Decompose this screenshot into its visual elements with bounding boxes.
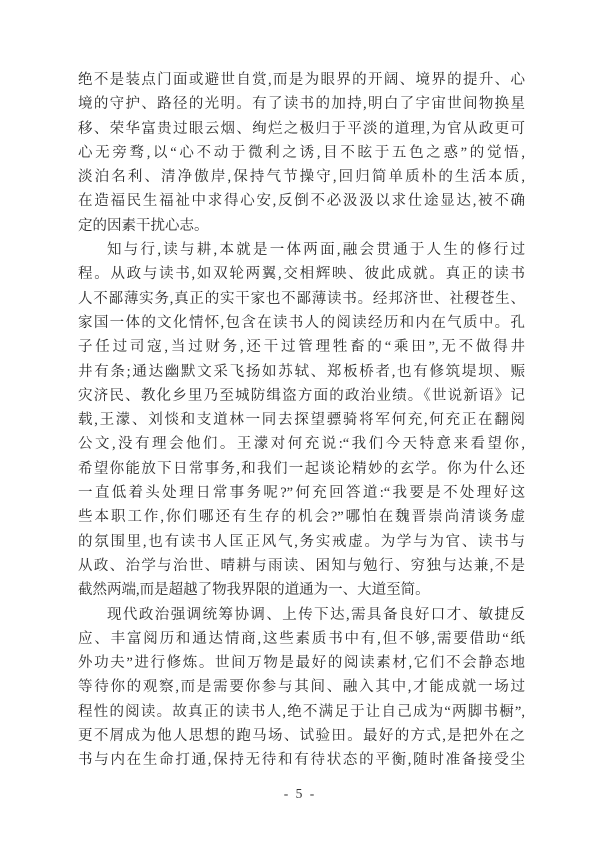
text-line: 程性的阅读。故真正的读书人,绝不满足于让自己成为“两脚书橱”, (78, 703, 525, 720)
text-line: 更不屑成为他人思想的跑马场、试验田。最好的方式,是把外在之 (78, 728, 525, 745)
text-line: 定的因素干扰心志。 (78, 217, 209, 234)
text-line: 希望你能放下日常事务,和我们一起谈论精妙的玄学。你为什么还 (78, 460, 525, 477)
text-line: 在造福民生福祉中求得心安,反倒不必汲汲以求仕途显达,被不确 (78, 193, 525, 210)
text-line: 从政、治学与治世、晴耕与雨读、困知与勉行、穷独与达兼,不是 (78, 557, 525, 574)
text-line: 家国一体的文化情怀,包含在读书人的阅读经历和内在气质中。孔 (78, 314, 525, 331)
text-line: 心无旁骛,以“心不动于微利之诱,目不眩于五色之惑”的觉悟, (78, 144, 525, 161)
text-line: 程。从政与读书,如双轮两翼,交相辉映、彼此成就。真正的读书 (78, 266, 525, 283)
text-line: 一直低着头处理日常事务呢?”何充回答道:“我要是不处理好这 (78, 485, 525, 502)
text-line: 境的守护、路径的光明。有了读书的加持,明白了宇宙世间物换星 (78, 96, 525, 113)
text-line: 些本职工作,你们哪还有生存的机会?”哪怕在魏晋崇尚清谈务虚 (78, 509, 525, 526)
text-line: 井有条;通达幽默文采飞扬如苏轼、郑板桥者,也有修筑堤坝、赈 (78, 363, 525, 380)
text-line: 知与行,读与耕,本就是一体两面,融会贯通于人生的修行过 (107, 242, 525, 259)
text-line: 的氛围里,也有读书人匡正风气,务实戒虚。为学与为官、读书与 (78, 533, 525, 550)
text-line: 截然两端,而是超越了物我界限的道通为一、大道至简。 (78, 582, 430, 599)
text-line: 书与内在生命打通,保持无待和有待状态的平衡,随时准备接受尘 (78, 752, 525, 769)
text-line: 等待你的观察,而是需要你参与其间、融入其中,才能成就一场过 (78, 679, 525, 696)
document-text (78, 68, 525, 773)
text-line: 淡泊名利、清净傲岸,保持气节操守,回归简单质朴的生活本质, (78, 169, 525, 186)
text-line: 载,王濛、刘惔和支道林一同去探望骠骑将军何充,何充正在翻阅 (78, 412, 525, 429)
text-line: 现代政治强调统筹协调、上传下达,需具备良好口才、敏捷反 (107, 606, 525, 623)
text-line: 绝不是装点门面或避世自赏,而是为眼界的开阔、境界的提升、心 (78, 72, 525, 88)
text-line: 应、丰富阅历和通达情商,这些素质书中有,但不够,需要借助“纸 (78, 630, 525, 647)
paragraph (78, 238, 525, 602)
text-line: 子任过司寇,当过财务,还干过管理牲畜的“乘田”,无不做得井 (78, 339, 525, 356)
text-line: 外功夫”进行修炼。世间万物是最好的阅读素材,它们不会静态地 (78, 655, 525, 672)
page-number: - 5 - (283, 786, 317, 801)
paragraph (78, 603, 525, 773)
text-line: 人不鄙薄实务,真正的实干家也不鄙薄读书。经邦济世、社稷苍生、 (78, 290, 525, 307)
text-line: 公文,没有理会他们。王濛对何充说:“我们今天特意来看望你, (78, 436, 525, 453)
text-line: 移、荣华富贵过眼云烟、绚烂之极归于平淡的道理,为官从政更可 (78, 120, 525, 137)
paragraph (78, 68, 525, 238)
text-line: 灾济民、教化乡里乃至城防缉盗方面的政治业绩。《世说新语》记 (78, 387, 525, 404)
